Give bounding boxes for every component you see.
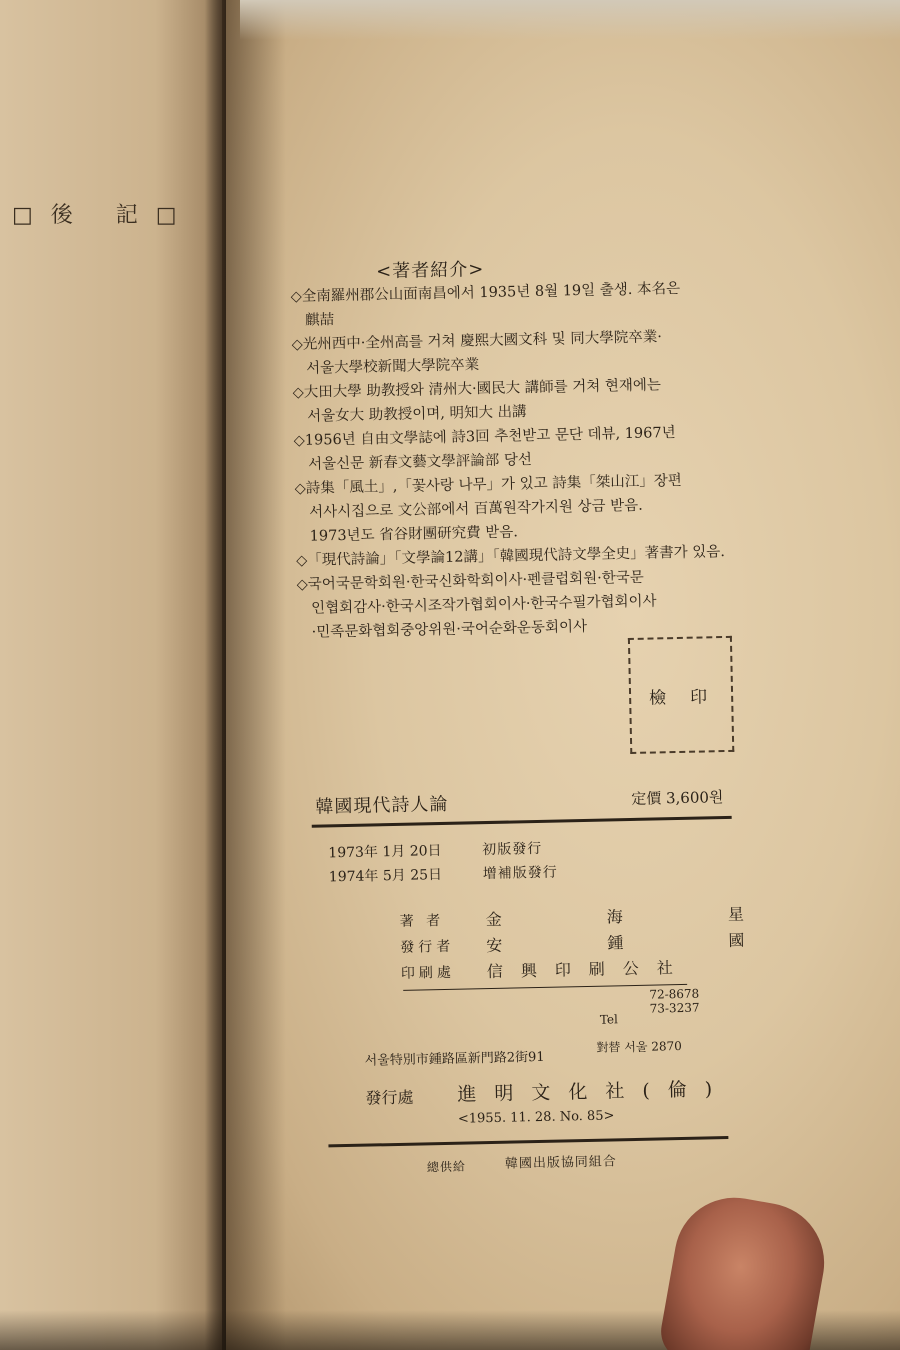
distributor-label: 總供給 (426, 1159, 467, 1175)
transfer-account: 對替 서울 2870 (596, 1038, 682, 1055)
bio-line: ◇全南羅州郡公山面南昌에서 1935년 8월 19일 출생. 本名은 (290, 280, 681, 306)
author-intro-heading: <著者紹介> (375, 258, 485, 283)
divider (403, 984, 687, 991)
page-top-edge (240, 0, 900, 40)
divider (328, 1136, 728, 1147)
bio-line: ◇光州西中·全州高를 거쳐 慶熙大國文科 및 同大學院卒業· (291, 329, 663, 354)
edition-date: 1974年 5月 25日 (328, 866, 443, 886)
credit-key: 印刷處 (400, 964, 456, 982)
registration-number: <1955. 11. 28. No. 85> (457, 1108, 615, 1127)
edition-label: 增補版發行 (482, 864, 558, 883)
bio-line: 인협회감사·한국시조작가협회이사·한국수필가협회이사 (311, 593, 657, 617)
bio-line: ◇국어국문학회원·한국신화학회이사·펜클럽회원·한국문 (296, 569, 644, 593)
book-title: 韓國現代詩人論 (315, 793, 449, 818)
divider (312, 816, 732, 828)
publisher-address: 서울特別市鍾路區新門路2街91 (364, 1049, 545, 1069)
credit-key: 著 者 (399, 912, 445, 930)
credit-key: 發行者 (400, 938, 455, 956)
credit-value: 安 鍾 國 (486, 929, 795, 956)
colophon-page (290, 235, 795, 1245)
edition-label: 初版發行 (482, 840, 543, 859)
tel-label: Tel (599, 1012, 619, 1027)
bio-line: 서사시집으로 文公部에서 百萬원작가지원 상금 받음. (309, 497, 643, 521)
bio-line: ◇「現代詩論」「文學論12講」「韓國現代詩文學全史」著書가 있음. (296, 543, 726, 569)
price: 定價 3,600원 (631, 788, 724, 808)
author-intro-list (290, 275, 757, 645)
bio-line: ◇詩集「風土」,「꽃사랑 나무」가 있고 詩集「桀山江」장편 (294, 472, 682, 497)
publisher-label: 發行處 (365, 1087, 414, 1108)
tel-numbers (649, 987, 699, 1016)
bio-line: 서울女大 助教授이며, 明知大 出講 (307, 404, 527, 425)
distributor-name: 韓國出版協同組合 (504, 1154, 618, 1172)
seal-label: 檢印 (648, 686, 732, 709)
credit-value: 信興印刷公社 (486, 957, 692, 982)
bio-line: ◇1956년 自由文學誌에 詩3回 추천받고 문단 데뷰, 1967년 (293, 424, 676, 449)
gutter-shadow (226, 0, 286, 1350)
tel-number: 73-3237 (649, 1000, 700, 1016)
bio-line: 서울신문 新春文藝文學評論部 당선 (308, 452, 533, 473)
credit-value: 金 海 星 (485, 903, 795, 930)
bio-line: ◇大田大學 助教授와 清州大·國民大 講師를 거쳐 현재에는 (292, 377, 662, 401)
seal-stamp-box (628, 636, 734, 754)
publisher-name: 進明文化社(倫) (457, 1077, 731, 1106)
edition-date: 1973年 1月 20日 (328, 842, 442, 862)
bio-line: ·민족문화협회중앙위원·국어순화운동회이사 (311, 618, 588, 641)
tel-number: 72-8678 (649, 986, 700, 1002)
left-page-header: □後 記□ (12, 203, 195, 228)
bio-line: 麒喆 (305, 312, 335, 329)
bio-line: 서울大學校新聞大學院卒業 (306, 357, 480, 377)
bio-line: 1973년도 省谷財團研究費 받음. (309, 524, 519, 545)
